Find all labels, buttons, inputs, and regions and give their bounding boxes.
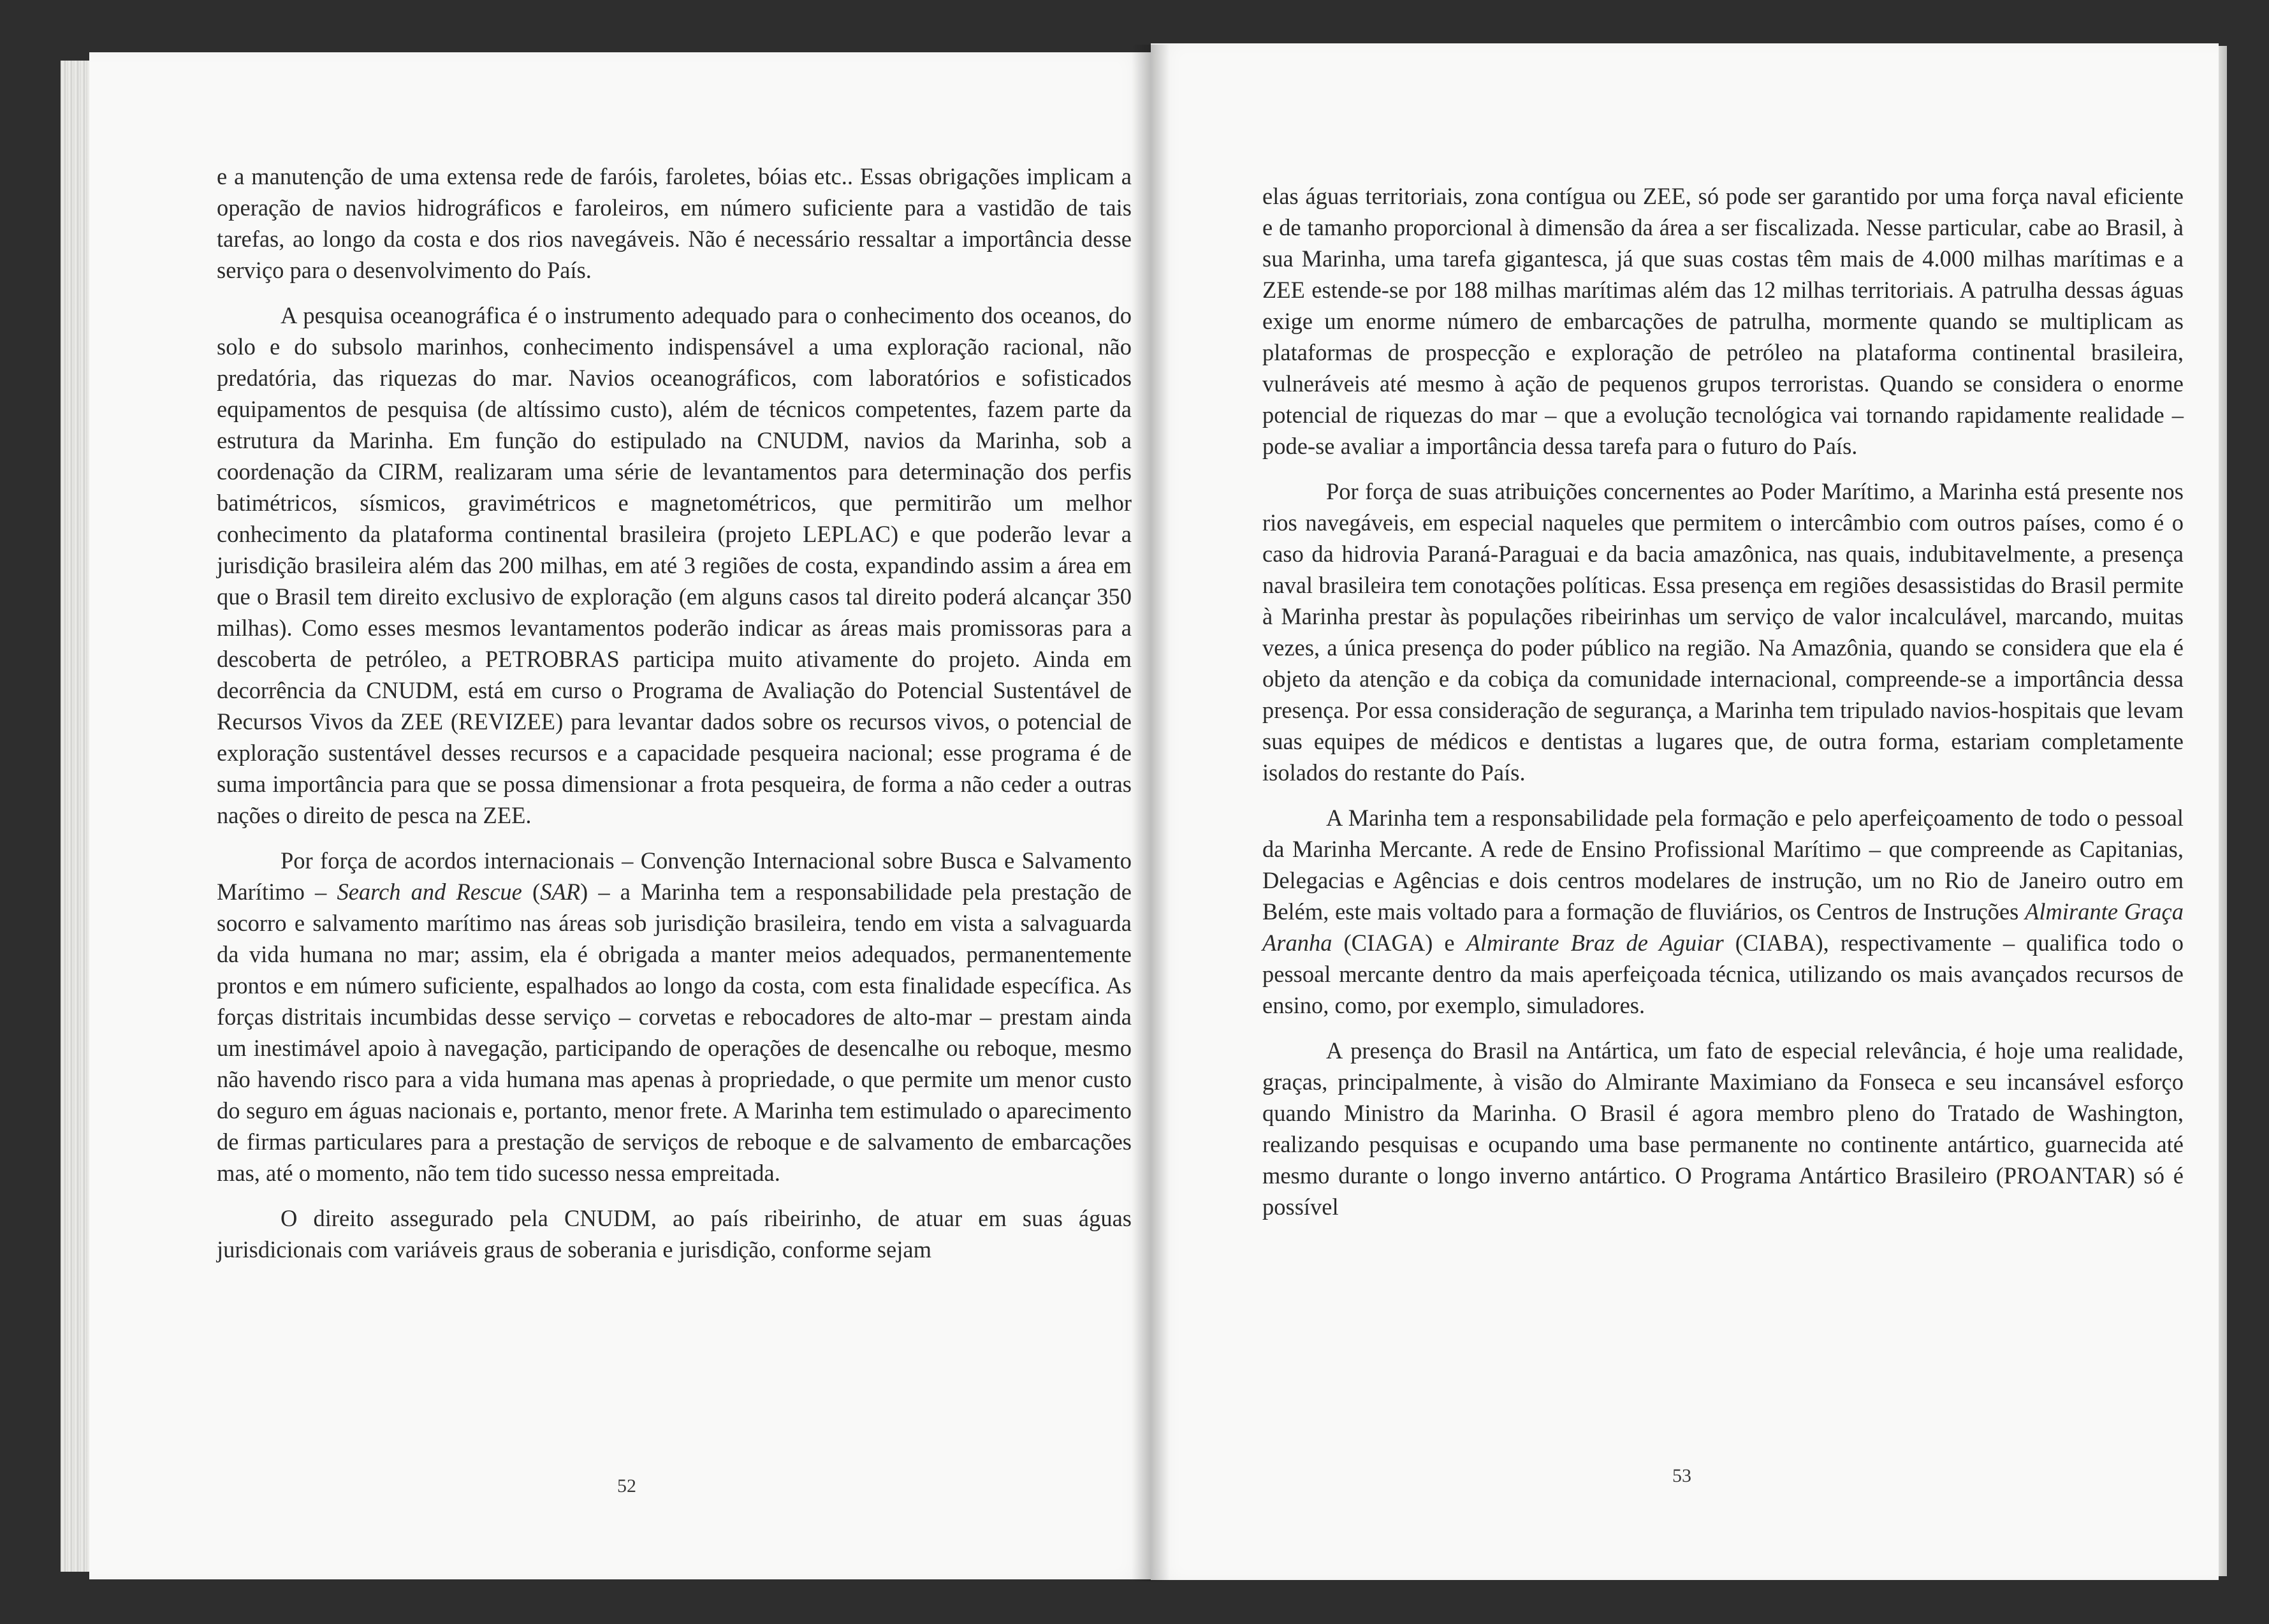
left-page-text (217, 161, 1132, 1279)
text-run: Por força de acordos internacionais – Convenção Internacional sobre Busca e Salvamento Marítimo – (217, 847, 1132, 905)
left-page (89, 52, 1151, 1579)
paragraph-sar (217, 845, 1132, 1189)
italic-run: Almirante Graça Aranha (1262, 898, 2184, 956)
page-number: 53 (1672, 1465, 1691, 1486)
paragraph: e a manutenção de uma extensa rede de faróis, faroletes, bóias etc.. Essas obrigações implicam a operação de navios hidrográficos e faroleiros, em número suficiente para a vastidão de tais tarefas, ao longo da costa e dos rios navegáveis. Não é necessário ressaltar a importância desse serviço para o desenvolvimento do País. (217, 163, 1132, 283)
italic-run: Almirante Braz de Aguiar (1466, 930, 1724, 956)
text-run: (CIAGA) e (1332, 930, 1466, 956)
italic-run: SAR (540, 879, 581, 905)
book-spine-shadow (1132, 45, 1170, 1581)
paragraph: A presença do Brasil na Antártica, um fato de especial relevância, é hoje uma realidade, graças, principalmente, à visão do Almirante Maximiano da Fonseca e seu incansável esforço quando Ministro da Marinha. O Brasil é agora membro pleno do Tratado de Washington, realizando pesquisas e ocupando uma base permanente no continente antártico, guarnecida até mesmo durante o longo inverno antártico. O Programa Antártico Brasileiro (PROANTAR) só é possível (1262, 1037, 2184, 1220)
paragraph: O direito assegurado pela CNUDM, ao país ribeirinho, de atuar em suas águas jurisdicionais com variáveis graus de soberania e jurisdição, conforme sejam (217, 1205, 1132, 1262)
paragraph-merchant (1262, 802, 2184, 1021)
right-page (1151, 43, 2219, 1580)
text-run: ) – a Marinha tem a responsabilidade pela prestação de socorro e salvamento marítimo nas áreas sob jurisdição brasileira, tendo em vista a salvaguarda da vida humana no mar; assim, ela é obrigada a manter meios adequados, permanentemente prontos e em número suficiente, espalhados ao longo da costa, com esta finalidade específica. As forças distritais incumbidas desse serviço – corvetas e rebocadores de alto-mar – prestam ainda um inestimável apoio à navegação, participando de operações de desencalhe ou reboque, mesmo não havendo risco para a vida humana mas apenas à propriedade, o que permite um menor custo do seguro em águas nacionais e, portanto, menor frete. A Marinha tem estimulado o aparecimento de firmas particulares para a prestação de serviços de reboque e de salvamento de embarcações mas, até o momento, não tem tido sucesso nessa empreitada. (217, 879, 1132, 1186)
text-run: ( (522, 879, 541, 905)
text-run: (CIABA), respectivamente – qualifica todo o pessoal mercante dentro da mais aperfeiçoada técnica, utilizando os mais avançados recursos de ensino, como, por exemplo, simuladores. (1262, 930, 2184, 1018)
page-number: 52 (617, 1475, 636, 1496)
italic-run: Search and Rescue (337, 879, 522, 905)
text-run: A Marinha tem a responsabilidade pela formação e pelo aperfeiçoamento de todo o pessoal da Marinha Mercante. A rede de Ensino Profissional Marítimo – que compreende as Capitanias, Delegacias e Agências e dois centros modelares de instrução, um no Rio de Janeiro outro em Belém, este mais voltado para a formação de fluviários, os Centros de Instruções (1262, 805, 2184, 925)
paragraph: A pesquisa oceanográfica é o instrumento adequado para o conhecimento dos oceanos, do solo e do subsolo marinhos, conhecimento indispensável a uma exploração racional, não predatória, das riquezas do mar. Navios oceanográficos, com laboratórios e sofisticados equipamentos de pesquisa (de altíssimo custo), além de técnicos competentes, fazem parte da estrutura da Marinha. Em função do estipulado na CNUDM, navios da Marinha, sob a coordenação da CIRM, realizaram uma série de levantamentos para determinação dos perfis batimétricos, sísmicos, gravimétricos e magnetométricos, que permitirão um melhor conhecimento da plataforma continental brasileira (projeto LEPLAC) e que poderão levar a jurisdição brasileira além das 200 milhas, em até 3 regiões de costa, expandindo assim a área em que o Brasil tem direito exclusivo de exploração (em alguns casos tal direito poderá alcançar 350 milhas). Como esses mesmos levantamentos poderão indicar as áreas mais promissoras para a descoberta de petróleo, a PETROBRAS participa muito ativamente do projeto. Ainda em decorrência da CNUDM, está em curso o Programa de Avaliação do Potencial Sustentável de Recursos Vivos da ZEE (REVIZEE) para levantar dados sobre os recursos vivos, o potencial de exploração sustentável desses recursos e a capacidade pesqueira nacional; esse programa é de suma importância para que se possa dimensionar a frota pesqueira, de forma a não ceder a outras nações o direito de pesca na ZEE. (217, 302, 1132, 828)
paragraph: elas águas territoriais, zona contígua ou ZEE, só pode ser garantido por uma força naval eficiente e de tamanho proporcional à dimensão da área a ser fiscalizada. Nesse particular, cabe ao Brasil, à sua Marinha, uma tarefa gigantesca, já que suas costas têm mais de 4.000 milhas marítimas e a ZEE estende-se por 188 milhas marítimas além das 12 milhas territoriais. A patrulha dessas águas exige um enorme número de embarcações de patrulha, mormente quando se multiplicam as plataformas de prospecção e exploração de petróleo na plataforma continental brasileira, vulneráveis até mesmo à ação de pequenos grupos terroristas. Quando se considera o enorme potencial de riquezas do mar – que a evolução tecnológica vai tornando rapidamente realidade – pode-se avaliar a importância dessa tarefa para o futuro do País. (1262, 183, 2184, 459)
right-page-text (1262, 180, 2184, 1236)
paragraph: Por força de suas atribuições concernentes ao Poder Marítimo, a Marinha está presente nos rios navegáveis, em especial naqueles que permitem o intercâmbio com outros países, como é o caso da hidrovia Paraná-Paraguai e da bacia amazônica, nas quais, indubitavelmente, a presença naval brasileira tem conotações políticas. Essa presença em regiões desassistidas do Brasil permite à Marinha prestar às populações ribeirinhas um serviço de valor incalculável, marcando, muitas vezes, a única presença do poder público na região. Na Amazônia, quando se considera que ela é objeto da atenção e da cobiça da comunidade internacional, compreende-se a importância dessa presença. Por essa consideração de segurança, a Marinha tem tripulado navios-hospitais que levam suas equipes de médicos e dentistas a lugares que, de outra forma, estariam completamente isolados do restante do País. (1262, 478, 2184, 786)
